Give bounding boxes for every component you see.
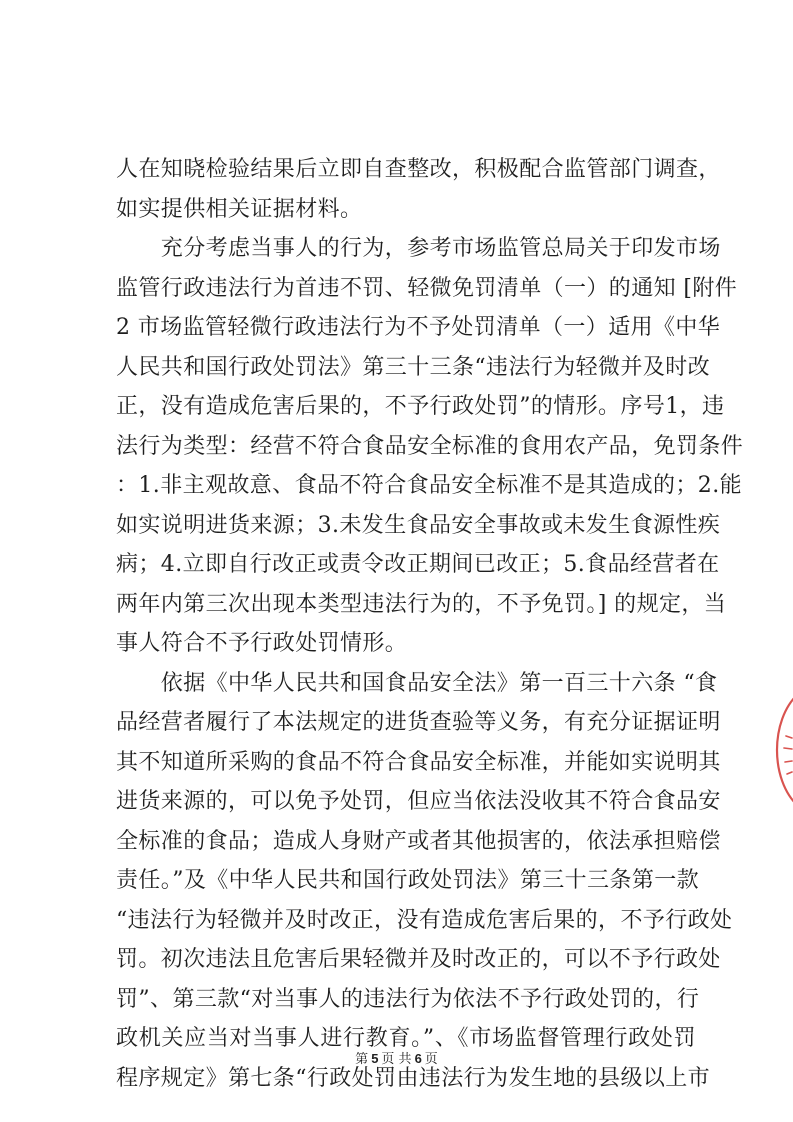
footer-total-pages: 6 xyxy=(414,1051,422,1066)
text-line: 政机关应当对当事人进行教育。”、《市场监督管理行政处罚 xyxy=(116,1026,696,1051)
text-line: 人在知晓检验结果后立即自查整改，积极配合监管部门调查， xyxy=(116,157,721,182)
paragraph-2 xyxy=(116,229,744,664)
text-line: 进货来源的，可以免予处罚，但应当依法没收其不符合食品安 xyxy=(116,789,721,814)
text-line: 罚”、第三款“对当事人的违法行为依法不予行政处罚的，行 xyxy=(116,986,700,1012)
text-line: 罚。初次违法且危害后果轻微并及时改正的，可以不予行政处 xyxy=(116,947,721,972)
text-line: 责任。”及《中华人民共和国行政处罚法》第三十三条第一款 xyxy=(116,868,700,893)
text-line: 程序规定》第七条“行政处罚由违法行为发生地的县级以上市 xyxy=(116,1065,711,1091)
text-line: “违法行为轻微并及时改正，没有造成危害后果的，不予行政处 xyxy=(116,907,733,933)
text-line: 品经营者履行了本法规定的进货查验等义务，有充分证据证明 xyxy=(116,710,721,735)
official-seal-icon xyxy=(768,690,793,810)
text-line: 充分考虑当事人的行为，参考市场监管总局关于印发市场 xyxy=(116,236,721,261)
text-line: 2 市场监管轻微行政违法行为不予处罚清单（一）适用《中华 xyxy=(116,315,721,340)
text-line: 正，没有造成危害后果的，不予行政处罚”的情形。序号1，违 xyxy=(116,394,725,419)
text-line: 依据《中华人民共和国食品安全法》第一百三十六条 “食 xyxy=(116,670,718,696)
footer-prefix: 第 xyxy=(355,1052,369,1067)
text-line: ：1.非主观故意、食品不符合食品安全标准不是其造成的；2.能 xyxy=(116,473,742,498)
paragraph-1 xyxy=(116,150,721,229)
text-line: 全标准的食品；造成人身财产或者其他损害的，依法承担赔偿 xyxy=(116,828,721,854)
text-line: 人民共和国行政处罚法》第三十三条“违法行为轻微并及时改 xyxy=(116,354,711,380)
document-body xyxy=(116,150,744,1098)
text-line: 其不知道所采购的食品不符合食品安全标准，并能如实说明其 xyxy=(116,749,721,775)
text-line: 两年内第三次出现本类型违法行为的，不予免罚。] 的规定，当 xyxy=(116,591,727,617)
text-line: 监管行政违法行为首违不罚、轻微免罚清单（一）的通知 [附件 xyxy=(116,275,738,301)
text-line: 如实说明进货来源；3.未发生食品安全事故或未发生食源性疾 xyxy=(116,512,721,538)
page-footer xyxy=(0,1048,793,1067)
text-line: 法行为类型：经营不符合食品安全标准的食用农产品，免罚条件 xyxy=(116,433,744,459)
text-line: 病；4.立即自行改正或责令改正期间已改正；5.食品经营者在 xyxy=(116,552,720,577)
footer-middle: 页 共 xyxy=(381,1052,412,1067)
footer-suffix: 页 xyxy=(424,1052,438,1067)
text-line: 如实提供相关证据材料。 xyxy=(116,196,363,222)
paragraph-3 xyxy=(116,664,733,1099)
text-line: 事人符合不予行政处罚情形。 xyxy=(116,631,408,656)
footer-page-number: 5 xyxy=(371,1051,379,1066)
